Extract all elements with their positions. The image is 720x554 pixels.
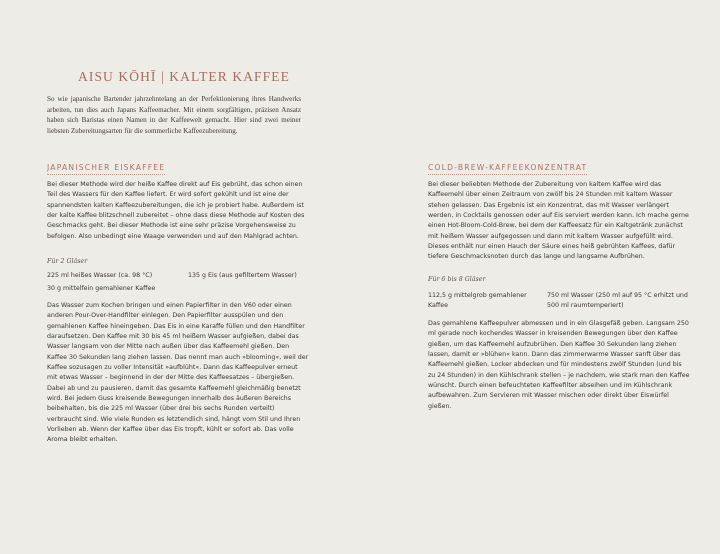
ingredient-item: 750 ml Wasser (250 ml auf 95 °C erhitzt und 500 ml raumtemperiert): [547, 292, 688, 310]
ingredient-item: 112,5 g mittelgrob gemahlener Kaffee: [428, 292, 527, 310]
intro-paragraph: So wie japanische Bartender jahrzehntelang an der Perfektionierung ihres Handwerks arbeiten, tun dies auch Japans Kaffeemacher. Mit einem sorgfältigen, präzisen Ansatz haben sich Baristas einen Namen in der Kaffeewelt gemacht. Hier sind zwei meiner liebsten Zubereitungsarten für die sommerliche Kaffeezubereitung.: [47, 95, 301, 135]
serving-size-cold-brew: Für 6 bis 8 Gläser: [428, 276, 486, 283]
recipe-heading-eiskaffee: JAPANISCHER EISKAFFEE: [47, 163, 165, 175]
right-page: [360, 0, 720, 554]
serving-size-eiskaffee: Für 2 Gläser: [47, 258, 88, 265]
page-title: AISU KŌHĪ | KALTER KAFFEE: [78, 69, 290, 84]
recipe-method-cold-brew: Das gemahlene Kaffeepulver abmessen und in ein Glasgefäß geben. Langsam 250 ml gerade noch kochendes Wasser in kreisenden Bewegungen über den Kaffee gießen, um das Kaffeemehl aufzubrühen. Den Kaffee 30 Sekunden lang ziehen lassen, damit er »blühen« kann. Dann das zimmerwarme Wasser sanft über das Kaffeemehl gießen. Locker abdecken und für mindestens zwölf Stunden (und bis zu 24 Stunden) in den Kühlschrank stellen – je nachdem, wie stark man den Kaffee wünscht. Durch einen befeuchteten Kaffeefilter abseihen und im Kühlschrank aufbewahren. Zum Servieren mit Wasser mischen oder direkt über Eiswürfel gießen.: [428, 320, 690, 410]
recipe-description-eiskaffee: Bei dieser Methode wird der heiße Kaffee direkt auf Eis gebrüht, das schon einen Teil des Wassers für den Kaffee liefert. Er wird sofort gekühlt und ist eine der spannendsten kalten Kaffeezubereitungen, die ich je probiert habe. Außerdem ist der kalte Kaffee blitzschnell zubereitet – ohne dass diese Methode auf Kosten des Geschmacks geht. Bei dieser Methode ist eine sehr präzise Vorgehensweise zu befolgen. Also unbedingt eine Waage verwenden und auf den Mahlgrad achten.: [47, 181, 305, 240]
ingredient-item: 30 g mittelfein gemahlener Kaffee: [47, 285, 156, 292]
recipe-method-eiskaffee: Das Wasser zum Kochen bringen und einen Papierfilter in den V60 oder einen anderen Pour-Over-Handfilter einlegen. Den Papierfilter ausspülen und den gemahlenen Kaffee hineingeben. Das Eis in eine Karaffe füllen und den Handfilter daraufsetzen. Den Kaffee mit 30 bis 45 ml heißem Wasser aufgießen, dabei das Wasser langsam von der Mitte nach außen über das Kaffeemehl gießen. Den Kaffee 30 Sekunden lang ziehen lassen. Das nennt man auch »blooming«, weil der Kaffee sozusagen zu voller Intensität »aufblüht«. Dann das Kaffeepulver erneut mit etwas Wasser – beginnend in der der Mitte des Kaffeesatzes – übergießen. Dabei ab und zu pausieren, damit das gesamte Kaffeemehl gleichmäßig benetzt wird. Bei jedem Guss kreisende Bewegungen innerhalb des äußeren Bereichs beibehalten, bis die 225 ml Wasser (über drei bis sechs Runden verteilt) verbraucht sind. Wie viele Runden es letztendlich sind, hängt vom Stil und Ihren Vorlieben ab. Wenn der Kaffee über das Eis tropft, kühlt er sofort ab. Das volle Aroma bleibt erhalten.: [47, 302, 309, 444]
ingredient-item: 225 ml heißes Wasser (ca. 98 °C): [47, 272, 153, 279]
recipe-description-cold-brew: Bei dieser beliebten Methode der Zubereitung von kaltem Kaffee wird das Kaffeemehl über einen Zeitraum von zwölf bis 24 Stunden mit kaltem Wasser stehen gelassen. Das Ergebnis ist ein Konzentrat, das mit Wasser verlängert werden, in Cocktails genossen oder auf Eis serviert werden kann. Ich mache gerne einen Hot-Bloom-Cold-Brew, bei dem der Kaffeesatz für ein Kaltgetränk zunächst mit heißem Wasser aufgegossen und dann mit kaltem Wasser aufgefüllt wird. Dieses enthält nur einen Hauch der Säure eines heiß gebrühten Kaffees, dafür tiefere Geschmacksnoten durch das lange und langsame Aufbrühen.: [428, 181, 689, 261]
recipe-heading-cold-brew: COLD-BREW-KAFFEEKONZENTRAT: [428, 163, 587, 175]
ingredient-item: 135 g Eis (aus gefiltertem Wasser): [188, 272, 297, 279]
